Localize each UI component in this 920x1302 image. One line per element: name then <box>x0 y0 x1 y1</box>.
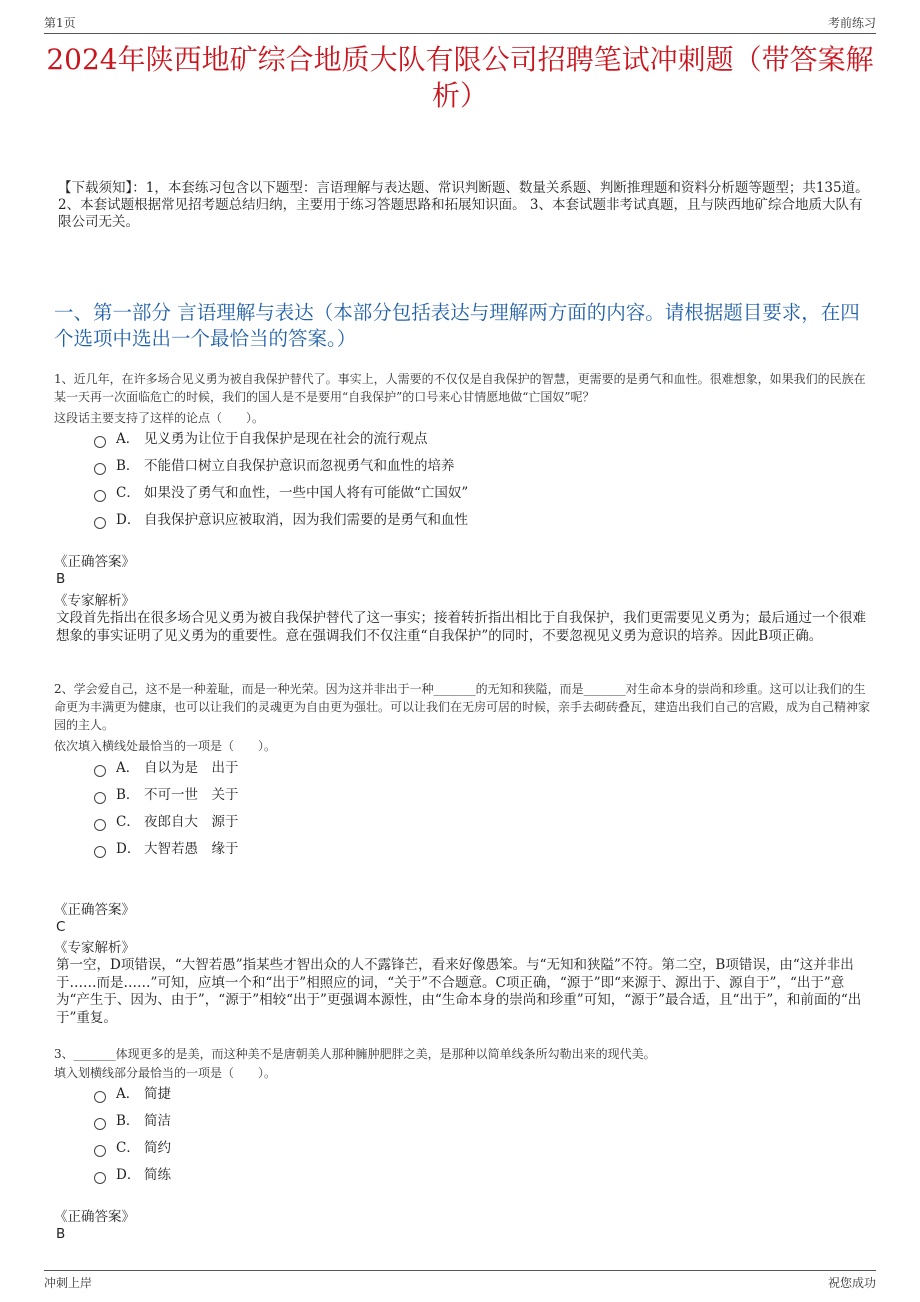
radio-icon[interactable] <box>94 1091 106 1103</box>
question-2-stem: 2、学会爱自己，这不是一种羞耻，而是一种光荣。因为这并非出于一种_______的无知和狭隘，而是_______对生命本身的崇尚和珍重。这可以让我们的生命更为丰满更为健康，也可以让我们的灵魂更为自由更为强壮。可以让我们在无房可居的时候，亲手去砌砖叠瓦，建造出我们自己的宫殿，成为自己精神家园的主人。 <box>54 682 871 732</box>
question-2-options <box>94 755 239 863</box>
answer-label: 《正确答案》 <box>54 554 135 570</box>
question-1-options <box>94 426 468 534</box>
question-2-analysis-label: 《专家解析》 <box>54 940 135 956</box>
question-3-prompt: 填入划横线部分最恰当的一项是（ ）。 <box>54 1066 277 1080</box>
answer-value: B <box>56 1226 66 1242</box>
question-2-option-d[interactable]: D． 大智若愚 缘于 <box>94 836 239 863</box>
answer-value: C <box>56 919 66 935</box>
question-2-option-b[interactable]: B． 不可一世 关于 <box>94 782 239 809</box>
radio-icon[interactable] <box>94 463 106 475</box>
answer-label: 《正确答案》 <box>54 902 135 918</box>
radio-icon[interactable] <box>94 1145 106 1157</box>
page-number: 第1页 <box>44 16 76 30</box>
question-3-stem: 3、_______体现更多的是美，而这种美不是唐朝美人那种臃肿肥胖之美，是那种以简单线条所勾勒出来的现代美。 <box>54 1047 656 1061</box>
question-3-options <box>94 1081 171 1189</box>
question-1-prompt: 这段话主要支持了这样的论点（ ）。 <box>54 411 265 425</box>
radio-icon[interactable] <box>94 765 106 777</box>
question-1-option-c[interactable]: C． 如果没了勇气和血性，一些中国人将有可能做“亡国奴” <box>94 480 468 507</box>
page-footer <box>44 1274 876 1292</box>
question-1-option-a[interactable]: A． 见义勇为让位于自我保护是现在社会的流行观点 <box>94 426 468 453</box>
header-tag: 考前练习 <box>827 16 876 30</box>
question-3-option-b[interactable]: B． 简洁 <box>94 1108 171 1135</box>
question-1-analysis: 文段首先指出在很多场合见义勇为被自我保护替代了这一事实；接着转折指出相比于自我保护，我们更需要见义勇为；最后通过一个很难想象的事实证明了见义勇为的重要性。意在强调我们不仅注重“自我保护”的同时，不要忽视见义勇为意识的培养。因此B项正确。 <box>56 610 866 644</box>
question-2-option-a[interactable]: A． 自以为是 出于 <box>94 755 239 782</box>
question-1-option-b[interactable]: B． 不能借口树立自我保护意识而忽视勇气和血性的培养 <box>94 453 468 480</box>
radio-icon[interactable] <box>94 792 106 804</box>
question-3-answer <box>54 1209 135 1243</box>
download-notice: 【下载须知】：1，本套练习包含以下题型：言语理解与表达题、常识判断题、数量关系题、判断推理题和资料分析题等题型；共135道。 2、本套试题根据常见招考题总结归纳，主要用于练习答题思路和拓展知识面。 3、本套试题非考试真题，且与陕西地矿综合地质大队有限公司无关。 <box>58 180 869 230</box>
footer-divider <box>44 1270 876 1271</box>
question-3-option-d[interactable]: D． 简练 <box>94 1162 171 1189</box>
radio-icon[interactable] <box>94 490 106 502</box>
question-2-analysis: 第一空，D项错误，“大智若愚”指某些才智出众的人不露锋芒，看来好像愚笨。与“无知和狭隘”不符。第二空，B项错误，由“这并非出于……而是……”可知，应填一个和“出于”相照应的词，“关于”不合题意。C项正确，“源于”即“来源于、源出于、源自于”，“出于”意为“产生于、因为、由于”，“源于”相较“出于”更强调本源性，由“生命本身的崇尚和珍重”可知，“源于”最合适，且“出于”，和前面的“出于”重复。 <box>56 957 862 1026</box>
section-title: 一、第一部分 言语理解与表达（本部分包括表达与理解两方面的内容。请根据题目要求，在四个选项中选出一个最恰当的答案。） <box>54 301 860 350</box>
document-title: 2024年陕西地矿综合地质大队有限公司招聘笔试冲刺题（带答案解析） <box>46 43 874 112</box>
radio-icon[interactable] <box>94 1118 106 1130</box>
answer-label: 《正确答案》 <box>54 1209 135 1225</box>
question-3-option-c[interactable]: C． 简约 <box>94 1135 171 1162</box>
footer-left-text: 冲刺上岸 <box>44 1276 93 1290</box>
question-1-analysis-label: 《专家解析》 <box>54 593 135 609</box>
radio-icon[interactable] <box>94 846 106 858</box>
header-divider <box>44 33 876 34</box>
question-1-stem: 1、近几年，在许多场合见义勇为被自我保护替代了。事实上，人需要的不仅仅是自我保护的智慧，更需要的是勇气和血性。很难想象，如果我们的民族在某一天再一次面临危亡的时候，我们的国人是不是要用“自我保护”的口号来心甘情愿地做“亡国奴”呢？ <box>54 372 866 404</box>
radio-icon[interactable] <box>94 819 106 831</box>
question-3-option-a[interactable]: A． 简捷 <box>94 1081 171 1108</box>
page-header <box>44 14 876 32</box>
question-1-answer <box>54 554 135 588</box>
answer-value: B <box>56 571 66 587</box>
question-2-answer <box>54 902 135 936</box>
radio-icon[interactable] <box>94 517 106 529</box>
question-1-option-d[interactable]: D． 自我保护意识应被取消，因为我们需要的是勇气和血性 <box>94 507 468 534</box>
footer-right-text: 祝您成功 <box>827 1276 876 1290</box>
question-2-prompt: 依次填入横线处最恰当的一项是（ ）。 <box>54 739 277 753</box>
radio-icon[interactable] <box>94 436 106 448</box>
radio-icon[interactable] <box>94 1172 106 1184</box>
question-2-option-c[interactable]: C． 夜郎自大 源于 <box>94 809 239 836</box>
